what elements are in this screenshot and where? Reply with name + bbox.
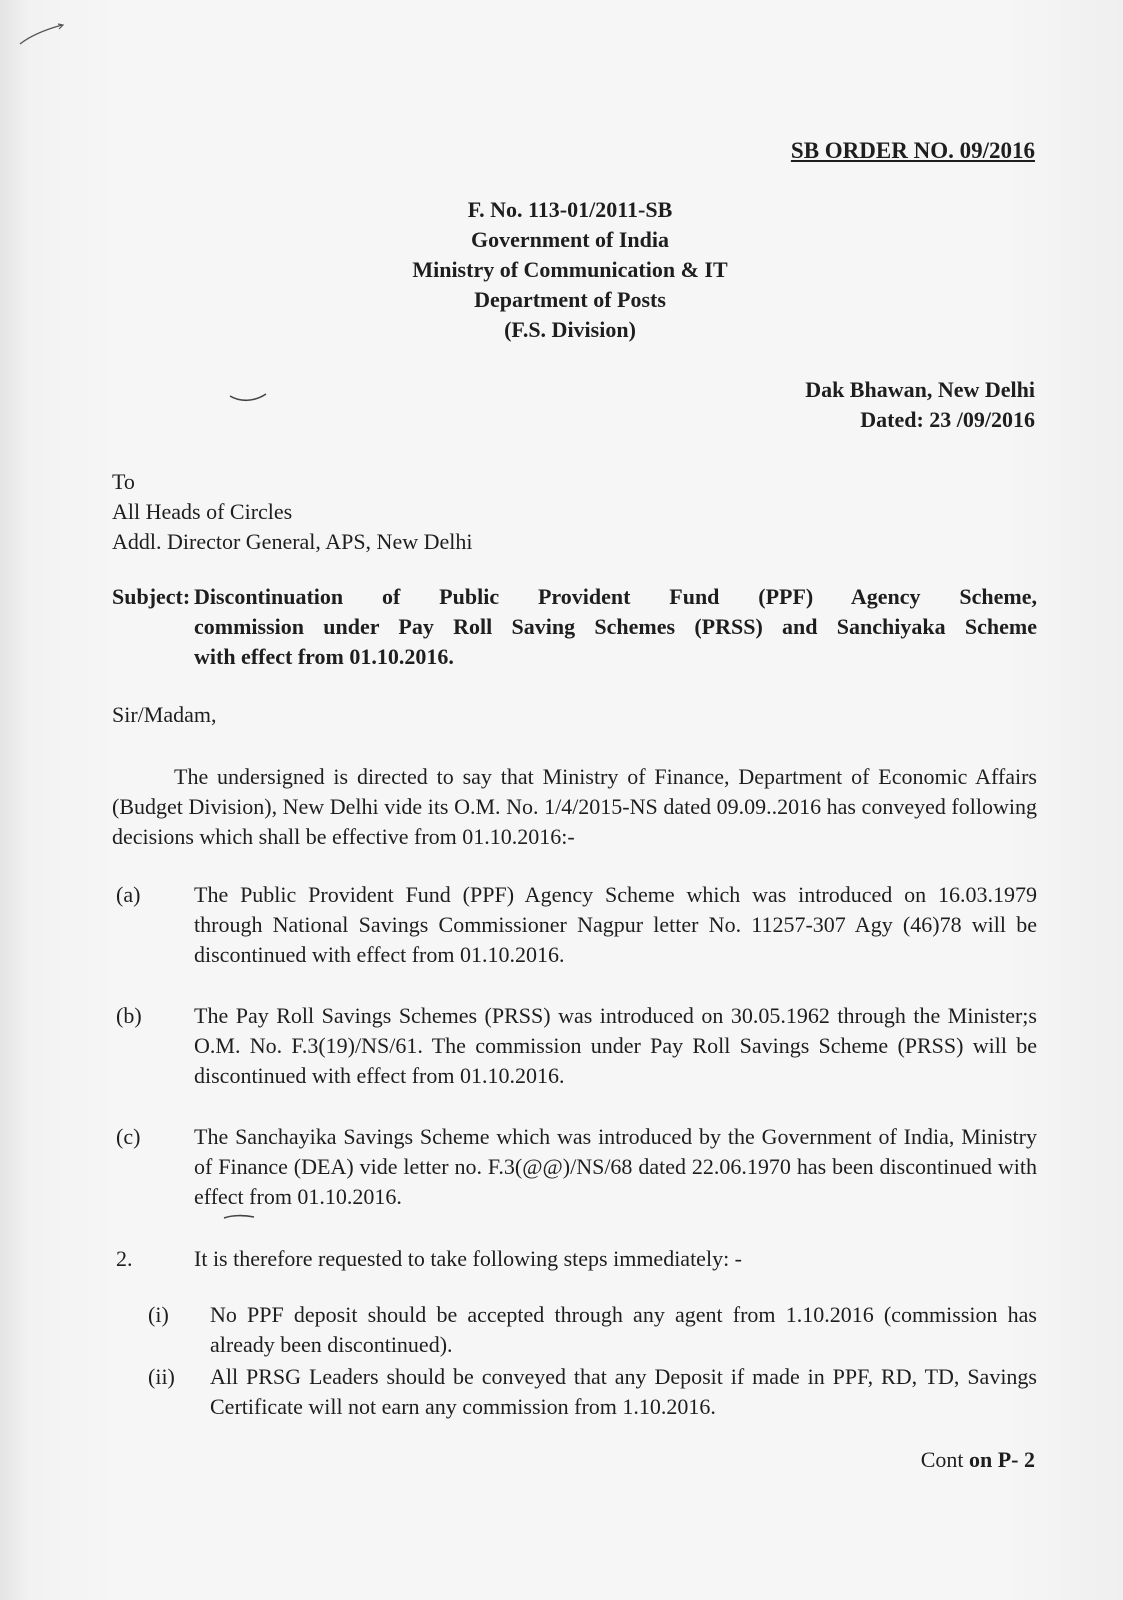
item-label: (c) <box>116 1124 141 1149</box>
item-text: No PPF deposit should be accepted through any agent from 1.10.2016 (commission has already been discontinued). <box>210 1302 1037 1357</box>
continuation-note <box>921 1447 1035 1473</box>
recipient: Addl. Director General, APS, New Delhi <box>112 529 473 554</box>
item-text: The Pay Roll Savings Schemes (PRSS) was introduced on 30.05.1962 through the Minister;s O.M. No. F.3(19)/NS/61. The commission under Pay Roll Savings Scheme (PRSS) will be discontinued with effect from 01.10.2016. <box>194 1003 1037 1088</box>
item-text: All PRSG Leaders should be conveyed that any Deposit if made in PPF, RD, TD, Savings Certificate will not earn any commission from 1.10.2016. <box>210 1364 1037 1419</box>
to-label: To <box>112 469 135 494</box>
item-text: The Public Provident Fund (PPF) Agency Scheme which was introduced on 16.03.1979 through National Savings Commissioner Nagpur letter No. 11257-307 Agy (46)78 will be discontinued with effect from 01.10.2016. <box>194 882 1037 967</box>
decision-item <box>112 1001 1037 1091</box>
point-2 <box>112 1244 1037 1274</box>
item-text: It is therefore requested to take following steps immediately: - <box>194 1246 743 1271</box>
division-name: (F.S. Division) <box>504 317 636 342</box>
salutation: Sir/Madam, <box>112 702 217 727</box>
file-number: F. No. 113-01/2011-SB <box>467 197 673 222</box>
subject-line: commission under Pay Roll Saving Schemes (PRSS) and Sanchiyaka Scheme <box>194 614 1037 639</box>
step-item <box>148 1300 1037 1360</box>
subject-line: Discontinuation of Public Provident Fund (PPF) Agency Scheme, <box>194 584 1037 609</box>
item-label: (ii) <box>148 1364 175 1389</box>
item-label: (a) <box>116 882 141 907</box>
government-name: Government of India <box>471 227 669 252</box>
subject <box>112 582 1037 672</box>
subject-line: with effect from 01.10.2016. <box>194 644 454 669</box>
order-number: SB ORDER NO. 09/2016 <box>790 138 1035 163</box>
pen-tick-mark <box>228 392 268 404</box>
ministry-name: Ministry of Communication & IT <box>412 257 728 282</box>
pen-stroke-mark <box>18 22 64 48</box>
item-text: The Sanchayika Savings Scheme which was introduced by the Government of India, Ministry of Finance (DEA) vide letter no. F.3(@@)/NS/68 dated 22.06.1970 has been discontinued with effect from 01.10.2016. <box>194 1124 1037 1209</box>
item-label: (i) <box>148 1302 169 1327</box>
letterhead <box>320 195 820 345</box>
place: Dak Bhawan, New Delhi <box>805 377 1035 402</box>
subject-label: Subject: <box>112 584 191 609</box>
continuation-page: on P- 2 <box>969 1447 1035 1472</box>
recipient: All Heads of Circles <box>112 499 293 524</box>
addressee-block <box>112 467 472 557</box>
step-item <box>148 1362 1037 1422</box>
item-label: 2. <box>116 1246 133 1271</box>
place-and-date <box>805 375 1035 435</box>
intro-paragraph: The undersigned is directed to say that Ministry of Finance, Department of Economic Affairs (Budget Division), New Delhi vide its O.M. No. 1/4/2015-NS dated 09.09..2016 has conveyed following decisions which shall be effective from 01.10.2016:- <box>112 764 1037 849</box>
department-name: Department of Posts <box>474 287 666 312</box>
date: Dated: 23 /09/2016 <box>860 407 1035 432</box>
decision-item <box>112 1122 1037 1212</box>
decision-item <box>112 880 1037 970</box>
continuation-prefix: Cont <box>920 1447 969 1472</box>
pen-tick-mark <box>222 1212 256 1222</box>
item-label: (b) <box>116 1003 142 1028</box>
